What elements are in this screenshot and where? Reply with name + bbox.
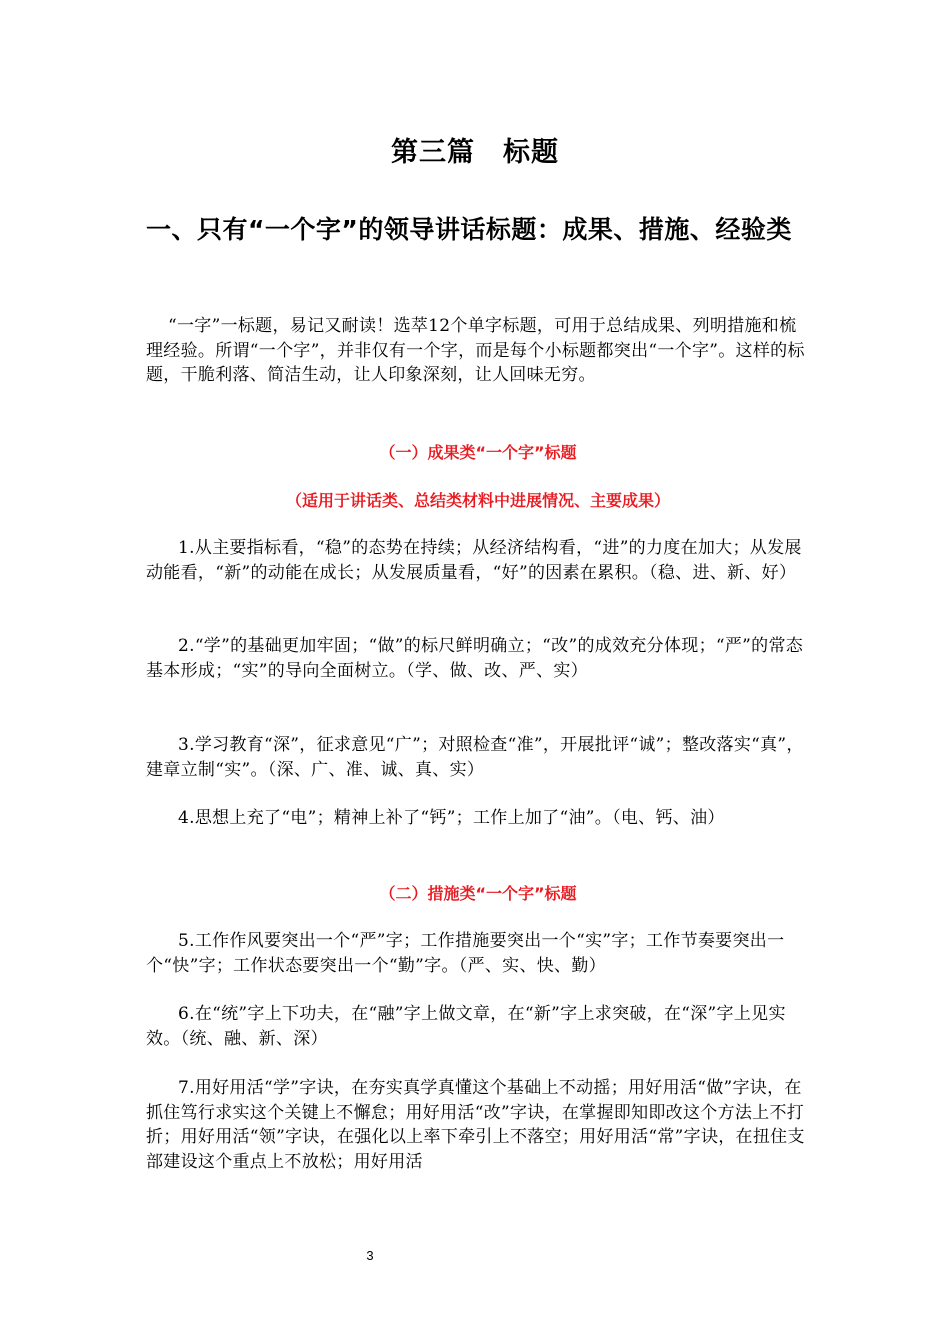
page-title: 第三篇 标题 [391, 137, 559, 168]
list-item-2: 2.“学”的基础更加牢固；“做”的标尺鲜明确立；“改”的成效充分体现；“严”的常态基本形成；“实”的导向全面树立。（学、做、改、严、实） [146, 636, 804, 681]
list-item-1: 1.从主要指标看，“稳”的态势在持续；从经济结构看，“进”的力度在加大；从发展动能看，“新”的动能在成长；从发展质量看，“好”的因素在累积。（稳、进、新、好） [146, 538, 802, 583]
list-item-6: 6.在“统”字上下功夫，在“融”字上做文章，在“新”字上求突破，在“深”字上见实效。（统、融、新、深） [146, 1004, 786, 1049]
subsection-heading-measures: （二）措施类“一个字”标题 [379, 884, 577, 903]
subsection-heading-results: （一）成果类“一个字”标题 [379, 443, 577, 462]
intro-paragraph: “一字”一标题，易记又耐读！选萃12个单字标题，可用于总结成果、列明措施和梳理经验。所谓“一个字”，并非仅有一个字，而是每个小标题都突出“一个字”。这样的标题，干脆利落、简洁生动，让人印象深刻，让人回味无穷。 [146, 316, 805, 385]
list-item-7: 7.用好用活“学”字诀，在夯实真学真懂这个基础上不动摇；用好用活“做”字诀，在抓住笃行求实这个关键上不懈怠；用好用活“改”字诀，在掌握即知即改这个方法上不打折；用好用活“领”字诀，在强化以上率下牵引上不落空；用好用活“常”字诀，在扭住支部建设这个重点上不放松；用好用活 [146, 1078, 805, 1172]
list-item-3: 3.学习教育“深”，征求意见“广”；对照检查“准”，开展批评“诚”；整改落实“真”，建章立制“实”。（深、广、准、诚、真、实） [146, 735, 804, 780]
section-heading: 一、只有“一个字”的领导讲话标题：成果、措施、经验类 [146, 215, 792, 244]
subsection-note-results: （适用于讲话类、总结类材料中进展情况、主要成果） [285, 491, 670, 510]
page-number: 3 [366, 1248, 374, 1263]
list-item-4: 4.思想上充了“电”；精神上补了“钙”；工作上加了“油”。（电、钙、油） [178, 808, 725, 828]
list-item-5: 5.工作作风要突出一个“严”字；工作措施要突出一个“实”字；工作节奏要突出一个“快”字；工作状态要突出一个“勤”字。（严、实、快、勤） [146, 931, 785, 976]
